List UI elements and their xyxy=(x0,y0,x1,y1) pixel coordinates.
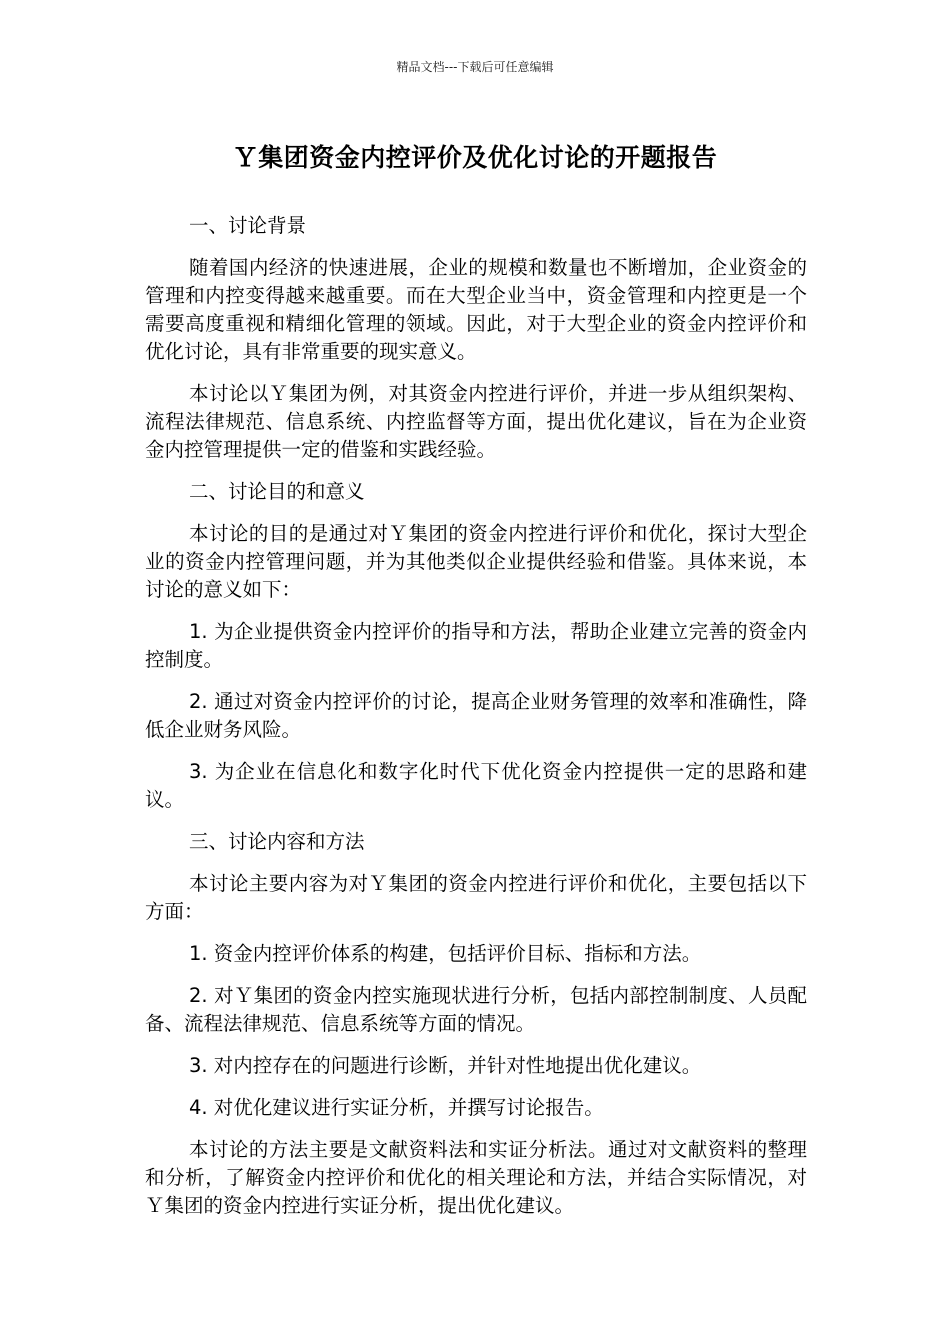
paragraph: 本讨论以Ｙ集团为例，对其资金内控进行评价，并进一步从组织架构、流程法律规范、信息系统、内控监督等方面，提出优化建议，旨在为企业资金内控管理提供一定的借鉴和实践经验。 xyxy=(145,382,807,461)
list-item: 3. 对内控存在的问题进行诊断，并针对性地提出优化建议。 xyxy=(189,1054,702,1077)
list-item: 1. 为企业提供资金内控评价的指导和方法，帮助企业建立完善的资金内控制度。 xyxy=(145,620,807,671)
list-item: 2. 对Ｙ集团的资金内控实施现状进行分析，包括内部控制制度、人员配备、流程法律规范、信息系统等方面的情况。 xyxy=(145,984,807,1035)
paragraph: 本讨论主要内容为对Ｙ集团的资金内控进行评价和优化，主要包括以下方面： xyxy=(145,872,807,923)
section-heading-background: 一、讨论背景 xyxy=(189,214,307,237)
document-title: Ｙ集团资金内控评价及优化讨论的开题报告 xyxy=(232,143,718,172)
document-body xyxy=(145,212,807,1234)
paragraph: 本讨论的方法主要是文献资料法和实证分析法。通过对文献资料的整理和分析，了解资金内控评价和优化的相关理论和方法，并结合实际情况，对Ｙ集团的资金内控进行实证分析，提出优化建议。 xyxy=(145,1138,807,1217)
section-heading-purpose: 二、讨论目的和意义 xyxy=(189,480,365,503)
page-header: 精品文档---下载后可任意编辑 xyxy=(396,60,554,74)
section-heading-content: 三、讨论内容和方法 xyxy=(189,830,365,853)
paragraph: 本讨论的目的是通过对Ｙ集团的资金内控进行评价和优化，探讨大型企业的资金内控管理问题，并为其他类似企业提供经验和借鉴。具体来说，本讨论的意义如下： xyxy=(145,522,807,601)
list-item: 2. 通过对资金内控评价的讨论，提高企业财务管理的效率和准确性，降低企业财务风险。 xyxy=(145,690,807,741)
list-item: 4. 对优化建议进行实证分析，并撰写讨论报告。 xyxy=(189,1096,604,1119)
list-item: 1. 资金内控评价体系的构建，包括评价目标、指标和方法。 xyxy=(189,942,702,965)
list-item: 3. 为企业在信息化和数字化时代下优化资金内控提供一定的思路和建议。 xyxy=(145,760,807,811)
paragraph: 随着国内经济的快速进展，企业的规模和数量也不断增加，企业资金的管理和内控变得越来越重要。而在大型企业当中，资金管理和内控更是一个需要高度重视和精细化管理的领域。因此，对于大型企业的资金内控评价和优化讨论，具有非常重要的现实意义。 xyxy=(145,256,807,363)
